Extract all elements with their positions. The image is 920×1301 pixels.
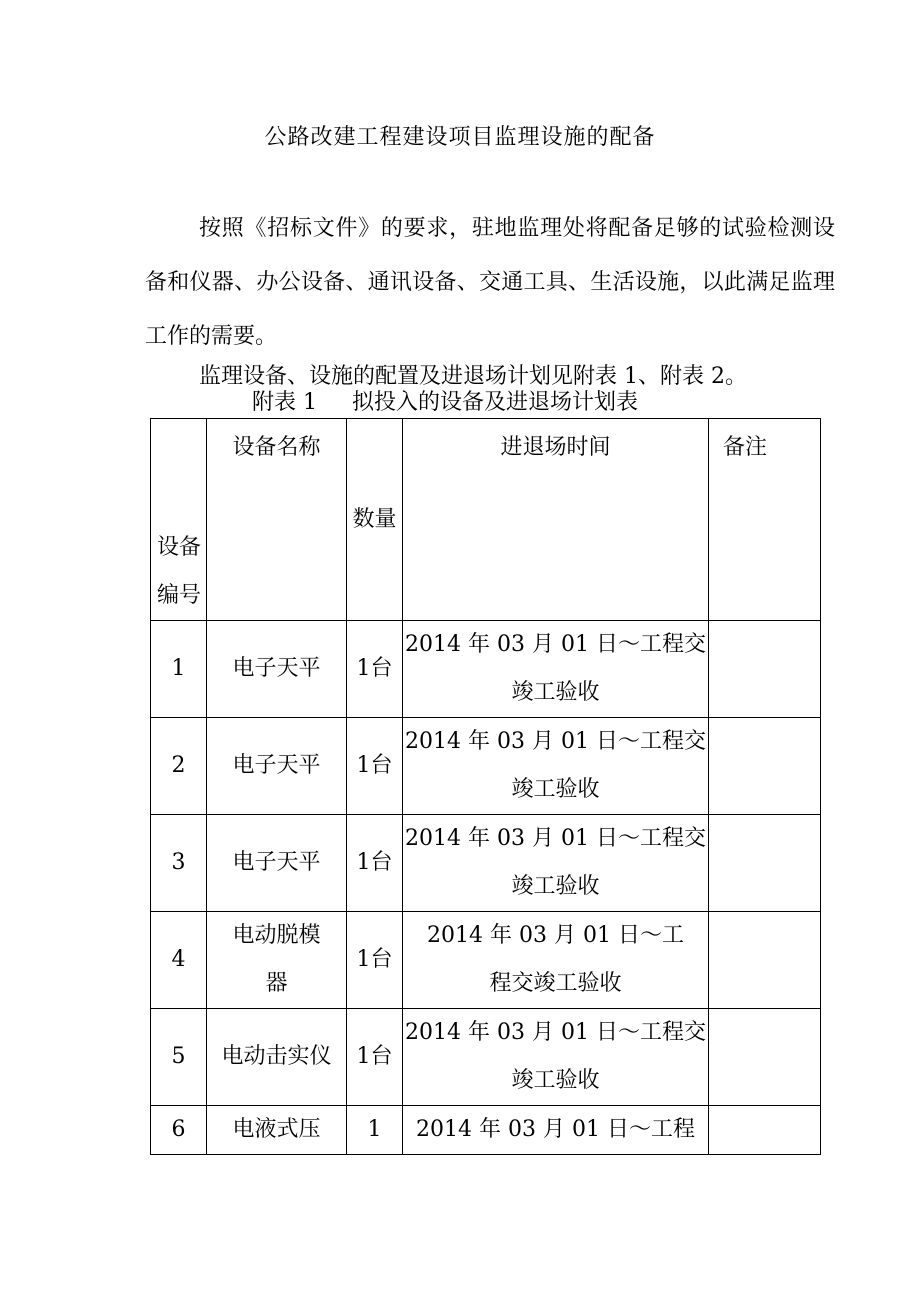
cell-period: 2014 年 03 月 01 日～工程交竣工验收 bbox=[403, 1009, 709, 1106]
cell-period: 2014 年 03 月 01 日～工程交竣工验收 bbox=[403, 718, 709, 815]
cell-remark bbox=[709, 1106, 821, 1155]
cell-remark bbox=[709, 1009, 821, 1106]
equipment-table bbox=[150, 418, 821, 1155]
cell-period: 2014 年 03 月 01 日～工程交竣工验收 bbox=[403, 912, 709, 1009]
cell-name: 电动击实仪 bbox=[207, 1009, 347, 1106]
cell-number: 2 bbox=[151, 718, 207, 815]
header-quantity bbox=[347, 419, 403, 621]
table-row bbox=[151, 1009, 821, 1106]
cell-number: 5 bbox=[151, 1009, 207, 1106]
header-number-label: 设备编号 bbox=[156, 535, 201, 608]
cell-remark bbox=[709, 621, 821, 718]
header-remark bbox=[709, 419, 821, 621]
cell-remark bbox=[709, 912, 821, 1009]
cell-quantity: 1台 bbox=[347, 718, 403, 815]
cell-period: 2014 年 03 月 01 日～工程交竣工验收 bbox=[403, 815, 709, 912]
header-period-label: 进退场时间 bbox=[500, 434, 611, 460]
header-name-label: 设备名称 bbox=[232, 434, 321, 460]
cell-quantity: 1 bbox=[347, 1106, 403, 1155]
table-row bbox=[151, 912, 821, 1009]
header-name bbox=[207, 419, 347, 621]
cell-name: 电子天平 bbox=[207, 815, 347, 912]
header-remark-label: 备注 bbox=[723, 434, 768, 460]
cell-quantity: 1台 bbox=[347, 912, 403, 1009]
cell-name: 电子天平 bbox=[207, 621, 347, 718]
table-caption: 附表 1 拟投入的设备及进退场计划表 bbox=[252, 390, 638, 415]
cell-number: 1 bbox=[151, 621, 207, 718]
header-quantity-label: 数量 bbox=[352, 506, 397, 532]
reference-paragraph: 监理设备、设施的配置及进退场计划见附表 1、附表 2。 bbox=[199, 364, 747, 389]
table-row bbox=[151, 815, 821, 912]
cell-quantity: 1台 bbox=[347, 1009, 403, 1106]
cell-name: 电子天平 bbox=[207, 718, 347, 815]
cell-period: 2014 年 03 月 01 日～工程交竣工验收 bbox=[403, 621, 709, 718]
cell-name: 电液式压 bbox=[207, 1106, 347, 1155]
table-header-row bbox=[151, 419, 821, 621]
document-title: 公路改建工程建设项目监理设施的配备 bbox=[264, 125, 656, 150]
table-row bbox=[151, 718, 821, 815]
cell-number: 3 bbox=[151, 815, 207, 912]
cell-number: 4 bbox=[151, 912, 207, 1009]
cell-quantity: 1台 bbox=[347, 621, 403, 718]
cell-number: 6 bbox=[151, 1106, 207, 1155]
table-row bbox=[151, 1106, 821, 1155]
cell-remark bbox=[709, 718, 821, 815]
cell-name: 电动脱模器 bbox=[207, 912, 347, 1009]
cell-quantity: 1台 bbox=[347, 815, 403, 912]
header-period bbox=[403, 419, 709, 621]
header-number bbox=[151, 419, 207, 621]
intro-paragraph: 按照《招标文件》的要求，驻地监理处将配备足够的试验检测设备和仪器、办公设备、通讯设备、交通工具、生活设施，以此满足监理工作的需要。 bbox=[145, 216, 835, 349]
table-row bbox=[151, 621, 821, 718]
cell-period: 2014 年 03 月 01 日～工程 bbox=[403, 1106, 709, 1155]
cell-remark bbox=[709, 815, 821, 912]
